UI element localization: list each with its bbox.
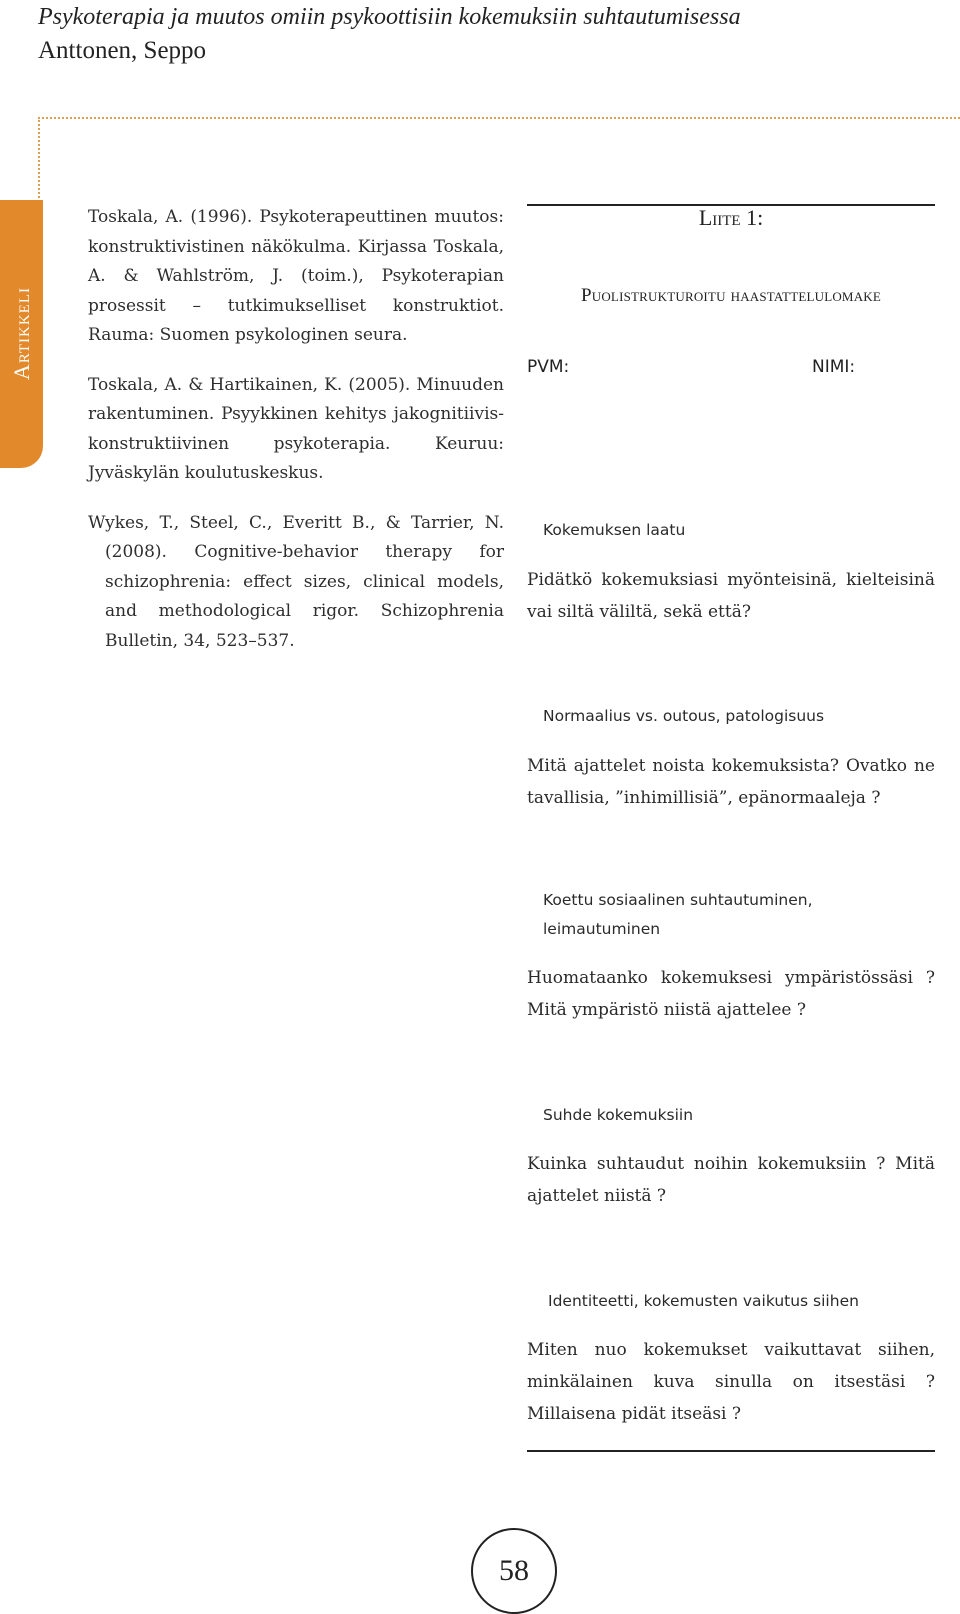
- date-field-label: PVM:: [527, 357, 570, 377]
- reference-item: Toskala, A. (1996). Psykoterapeuttinen muutos: konstruktivistinen näkökulma. Kirjassa Toskala, A. & Wahlström, J. (toim.), Psykoterapian prosessit – tutkimukselliset konstruktiot. Rauma: Suomen psykologinen seura.: [88, 207, 504, 345]
- reference-item: Toskala, A. & Hartikainen, K. (2005). Minuuden rakentuminen. Psyykkinen kehitys jakognitiivis-konstruktiivinen psykoterapia. Keuruu: Jyväskylän koulutuskeskus.: [88, 374, 504, 483]
- section-label: Koettu sosiaalinen suhtautuminen, leimautuminen: [543, 891, 813, 938]
- appendix-bottom-rule: [527, 1450, 935, 1452]
- section-tab: [0, 200, 43, 468]
- name-field-label: NIMI:: [812, 357, 856, 377]
- section-question: Miten nuo kokemukset vaikuttavat siihen, minkälainen kuva sinulla on itsestäsi ? Millaisena pidät itseäsi ?: [527, 1340, 935, 1424]
- section-label: Suhde kokemuksiin: [543, 1106, 694, 1124]
- section-label: Kokemuksen laatu: [543, 521, 686, 539]
- dotted-divider: [38, 117, 960, 119]
- section-label: Normaalius vs. outous, patologisuus: [543, 707, 825, 725]
- section-question: Kuinka suhtaudut noihin kokemuksiin ? Mitä ajattelet niistä ?: [527, 1154, 935, 1206]
- page-number: [471, 1528, 557, 1614]
- form-title: Puolistrukturoitu haastattelulomake: [580, 285, 882, 306]
- section-question: Mitä ajattelet noista kokemuksista? Ovatko ne tavallisia, ”inhimillisiä”, epänormaaleja ?: [527, 756, 935, 808]
- reference-list: [88, 203, 504, 676]
- section-question: Huomataanko kokemuksesi ympäristössäsi ? Mitä ympäristö niistä ajattelee ?: [527, 968, 935, 1020]
- reference-item: Wykes, T., Steel, C., Everitt B., & Tarrier, N. (2008). Cognitive-behavior therapy for schizophrenia: effect sizes, clinical models, and methodological rigor. Schizophrenia Bulletin, 34, 523–537.: [88, 512, 504, 651]
- article-author: Anttonen, Seppo: [38, 37, 207, 64]
- appendix-label: Liite 1:: [698, 205, 764, 230]
- page-header: [38, 2, 741, 68]
- page-number-text: 58: [499, 1554, 529, 1587]
- section-tab-label: Artikkeli: [8, 287, 34, 381]
- section-question: Pidätkö kokemuksiasi myönteisinä, kielteisinä vai siltä väliltä, sekä että?: [527, 570, 935, 622]
- section-label: Identiteetti, kokemusten vaikutus siihen: [548, 1292, 859, 1310]
- article-title: Psykoterapia ja muutos omiin psykoottisiin kokemuksiin suhtautumisessa: [38, 4, 741, 30]
